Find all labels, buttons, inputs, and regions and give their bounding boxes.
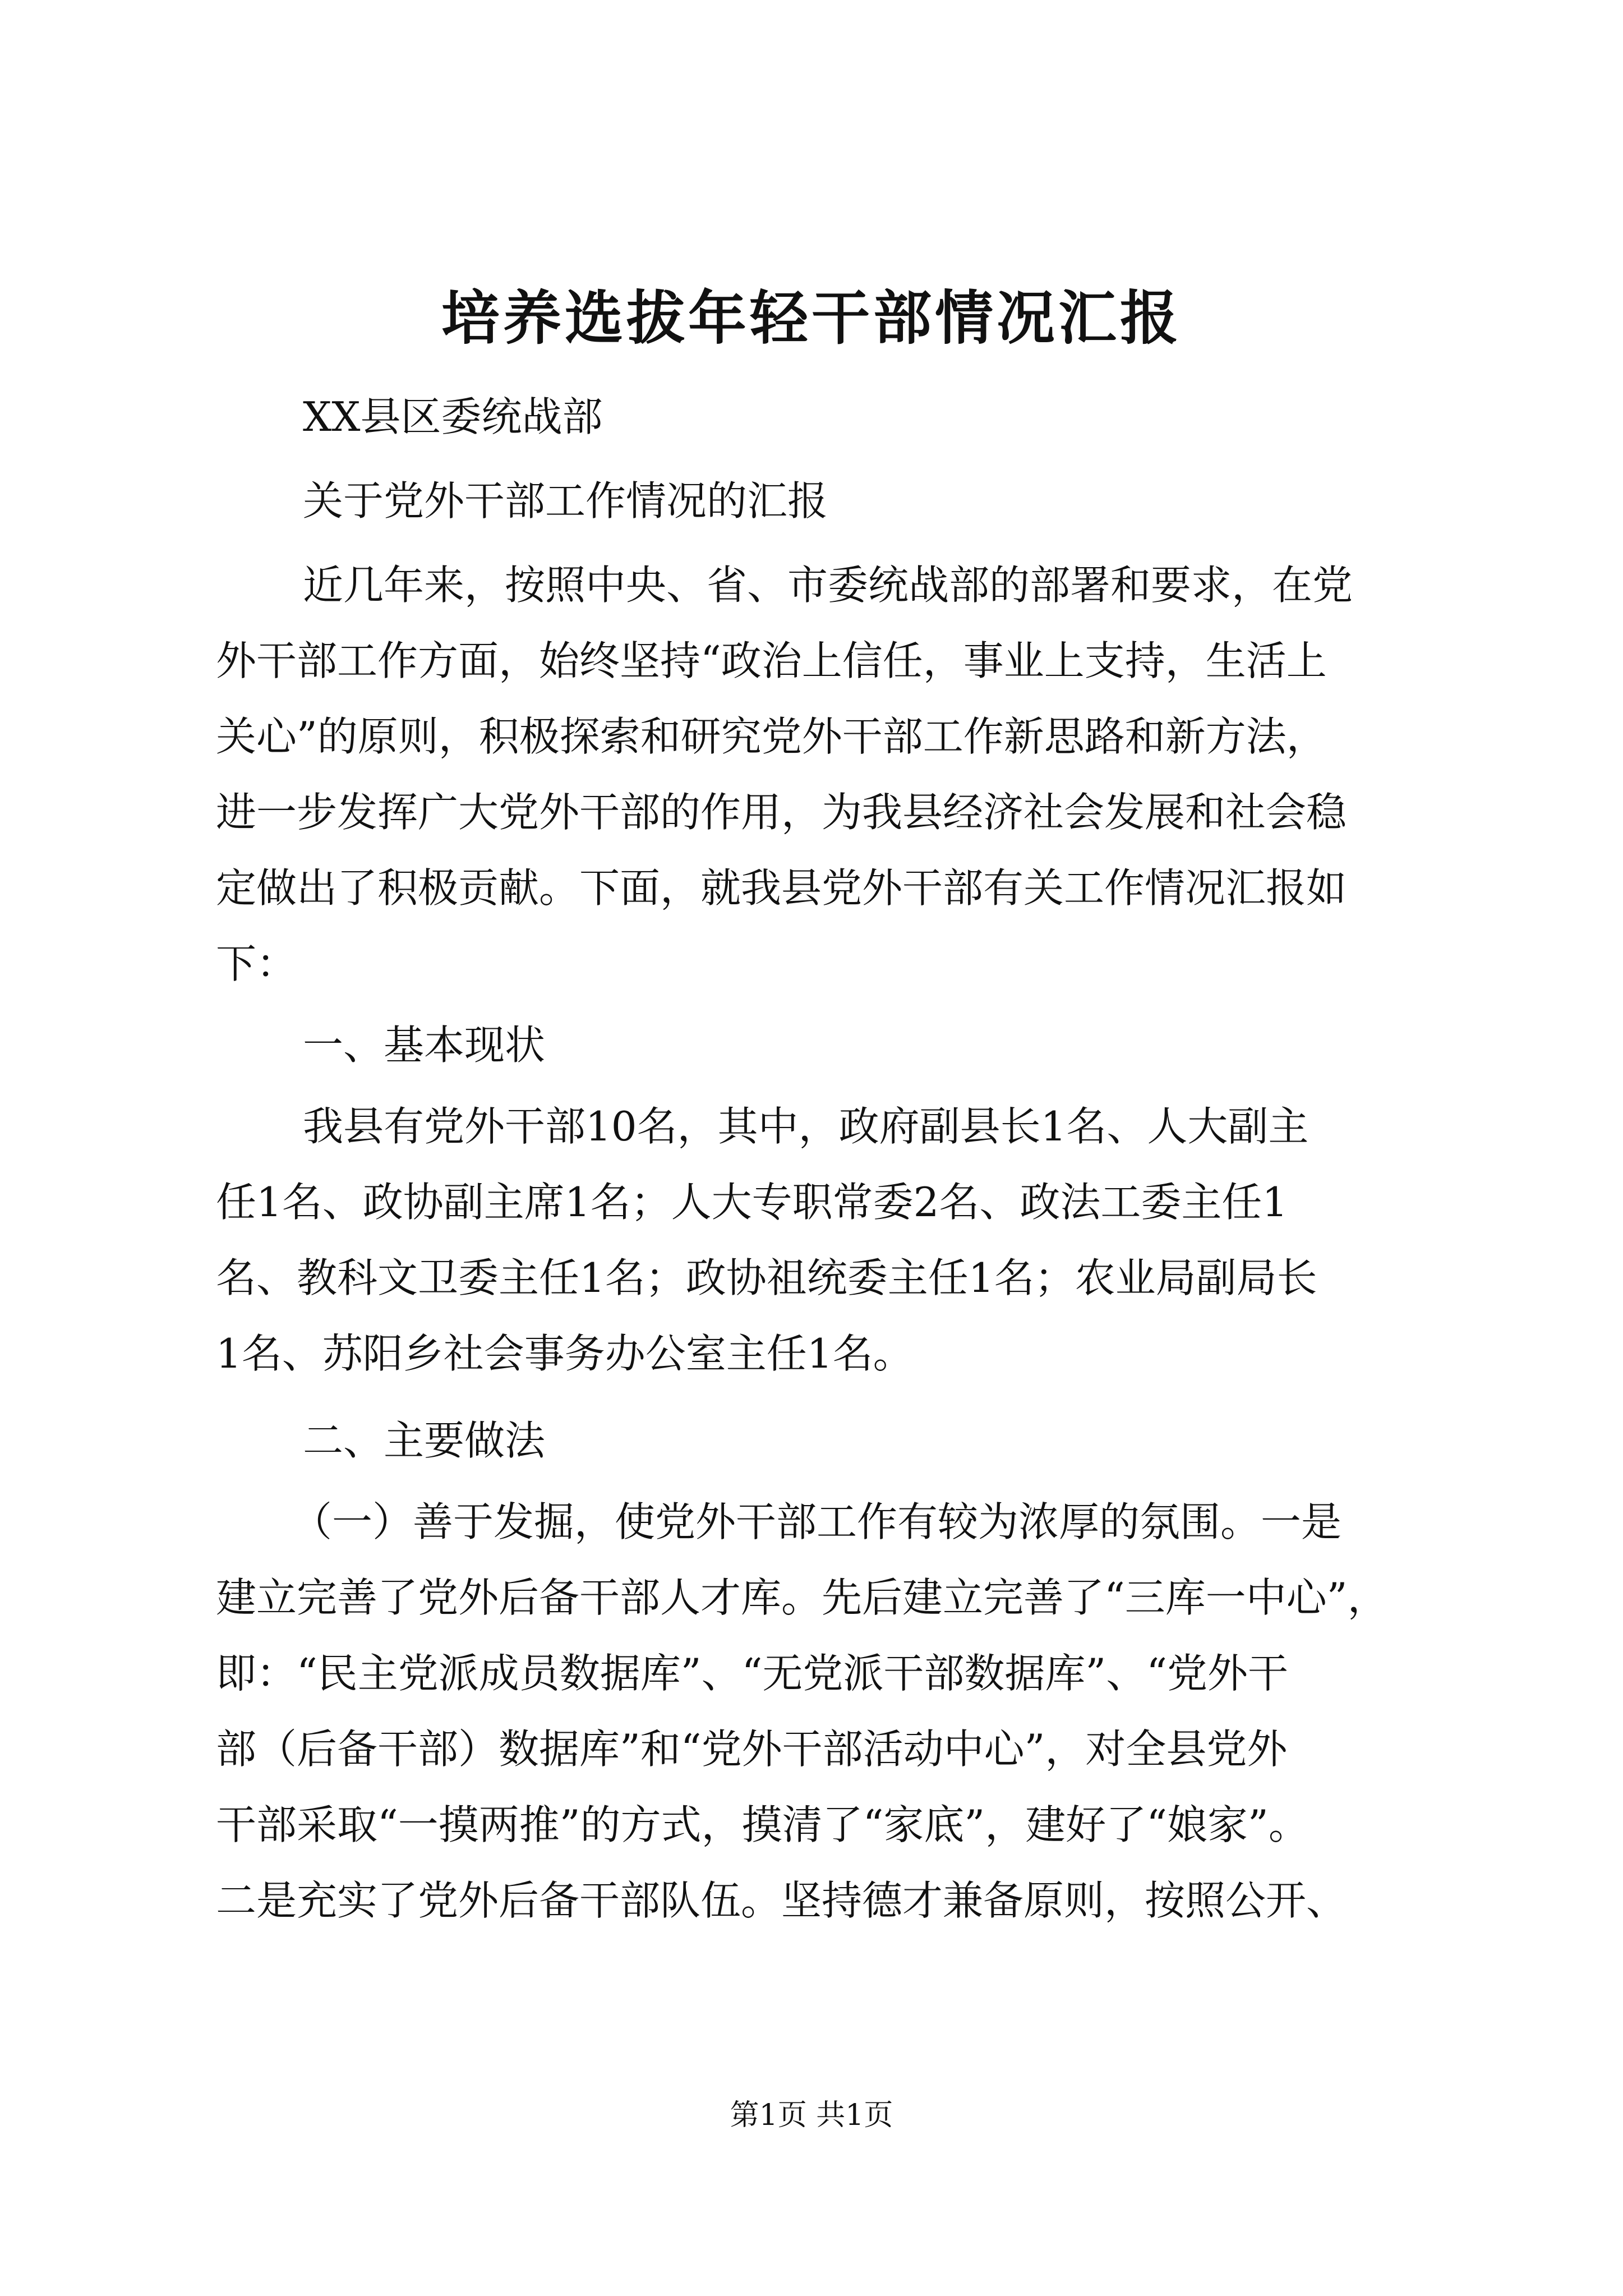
- body-text-line: 关心”的原则，积极探索和研究党外干部工作新思路和新方法，: [216, 713, 1327, 760]
- body-text-line: 二是充实了党外后备干部队伍。坚持德才兼备原则，按照公开、: [216, 1877, 1347, 1924]
- body-text-line: 近几年来，按照中央、省、市委统战部的部署和要求，在党: [303, 562, 1353, 609]
- body-text-line: （一）善于发掘，使党外干部工作有较为浓厚的氛围。一是: [292, 1498, 1342, 1545]
- body-text-line: 建立完善了党外后备干部人才库。先后建立完善了“三库一中心”，: [216, 1574, 1388, 1621]
- section-heading: 二、主要做法: [303, 1417, 546, 1464]
- report-subject-line: 关于党外干部工作情况的汇报: [303, 477, 828, 524]
- body-text-line: 进一步发挥广大党外干部的作用，为我县经济社会发展和社会稳: [216, 789, 1347, 836]
- body-text-line: 我县有党外干部10名，其中，政府副县长1名、人大副主: [303, 1103, 1309, 1150]
- org-name-line: XX县区委统战部: [303, 393, 603, 440]
- body-text-line: 定做出了积极贡献。下面，就我县党外干部有关工作情况汇报如: [216, 864, 1347, 912]
- body-text-line: 下：: [216, 940, 297, 987]
- page-number-footer: 第1页 共1页: [730, 2099, 893, 2132]
- body-text-line: 干部采取“一摸两推”的方式，摸清了“家底”，建好了“娘家”。: [216, 1801, 1309, 1848]
- body-text-line: 1名、苏阳乡社会事务办公室主任1名。: [216, 1330, 914, 1377]
- body-text-line: 任1名、政协副主席1名；人大专职常委2名、政法工委主任1: [216, 1179, 1288, 1226]
- body-text-line: 部（后备干部）数据库”和“党外干部活动中心”，对全县党外: [216, 1726, 1288, 1773]
- section-heading: 一、基本现状: [303, 1022, 546, 1069]
- body-text-line: 即：“民主党派成员数据库”、“无党派干部数据库”、“党外干: [216, 1650, 1289, 1697]
- document-title: 培养选拔年轻干部情况汇报: [441, 283, 1182, 352]
- body-text-line: 名、教科文卫委主任1名；政协祖统委主任1名；农业局副局长: [216, 1254, 1317, 1301]
- body-text-line: 外干部工作方面，始终坚持“政治上信任，事业上支持，生活上: [216, 637, 1327, 684]
